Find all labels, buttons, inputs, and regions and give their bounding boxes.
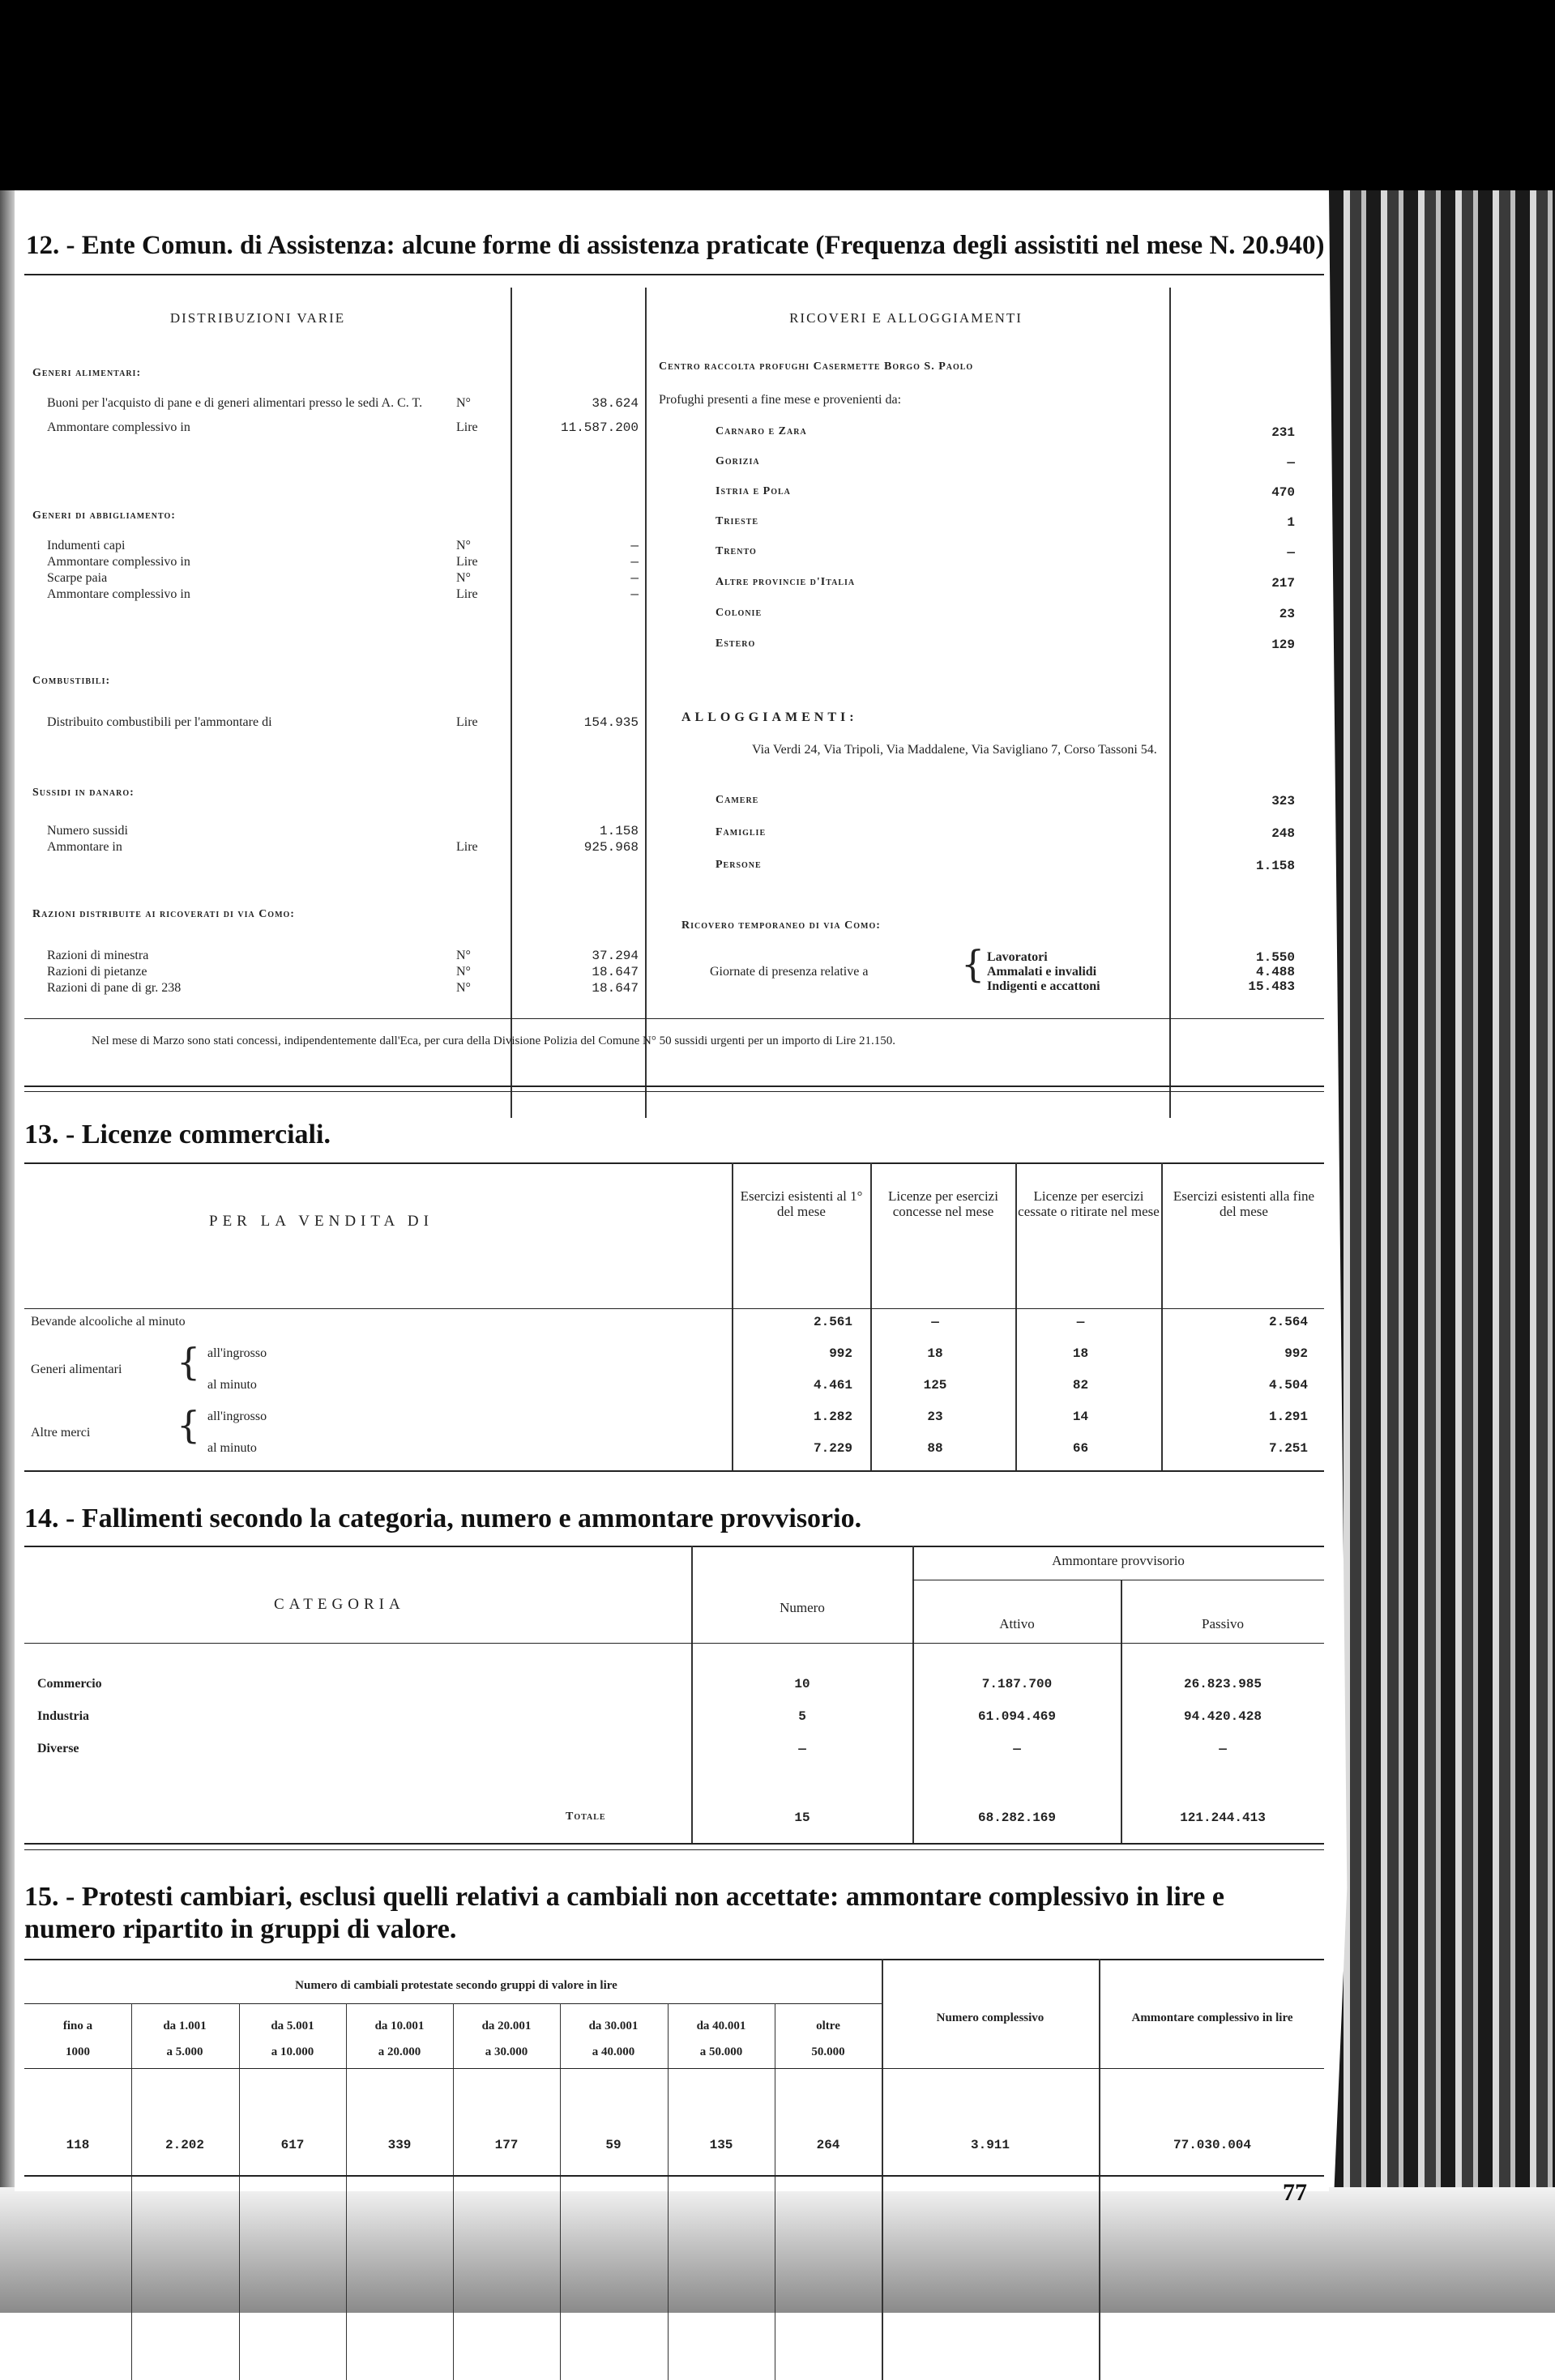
licenze-cell: 1.282	[813, 1410, 852, 1424]
licenze-cell: 1.291	[1268, 1410, 1308, 1424]
distribution-unit: Lire	[456, 715, 478, 729]
column-divider	[645, 288, 647, 1118]
provenienza-value: 231	[1271, 425, 1295, 440]
col-numero: Numero	[780, 1600, 825, 1615]
fallimenti-numero: —	[798, 1742, 806, 1756]
licenze-cell: 7.229	[813, 1441, 852, 1456]
fallimenti-category: Commercio	[37, 1677, 102, 1691]
column-divider	[668, 2003, 669, 2380]
licenze-cell: 14	[1072, 1410, 1089, 1424]
distribution-label: Scarpe paia	[47, 571, 108, 585]
distribution-value: 154.935	[583, 715, 639, 730]
distribution-unit: Lire	[456, 420, 478, 434]
licenze-cell: 125	[923, 1378, 947, 1393]
col-passivo: Passivo	[1202, 1616, 1244, 1631]
protesti-group-range-from: da 40.001	[696, 2020, 746, 2032]
col-ammontare-provvisorio: Ammontare provvisorio	[1052, 1553, 1185, 1568]
section-14-title: 14. - Fallimenti secondo la categoria, numero e ammontare provvisorio.	[24, 1503, 862, 1533]
ricovero-label: Giornate di presenza relative a	[710, 965, 869, 979]
licenze-cell: —	[1076, 1315, 1085, 1329]
col-ammontare-complessivo: Ammontare complessivo in lire	[1131, 2011, 1293, 2024]
distribution-unit: N°	[456, 965, 471, 979]
divider	[24, 1470, 1324, 1472]
protesti-group-value: 177	[494, 2138, 519, 2152]
distribution-unit: N°	[456, 571, 471, 585]
divider	[24, 1849, 1324, 1850]
distribution-value: 11.587.200	[560, 420, 639, 435]
distribution-unit: N°	[456, 949, 471, 962]
provenienza-value: —	[1287, 545, 1295, 560]
provenienza-value: 217	[1271, 576, 1295, 591]
fallimenti-attivo: 7.187.700	[981, 1677, 1053, 1691]
protesti-group-value: 135	[709, 2138, 733, 2152]
licenze-row-sub: al minuto	[207, 1441, 257, 1455]
distribution-unit: Lire	[456, 840, 478, 854]
licenze-column-header: Licenze per esercizi concesse nel mese	[888, 1188, 998, 1219]
col-numero-complessivo: Numero complessivo	[936, 2011, 1044, 2024]
provenienza-label: Carnaro e Zara	[716, 425, 807, 437]
distribution-label: Ammontare complessivo in	[47, 420, 190, 434]
protesti-group-range-from: da 5.001	[271, 2020, 314, 2032]
provenienza-value: 1	[1287, 515, 1295, 530]
protesti-group-value: 2.202	[164, 2138, 204, 2152]
fallimenti-category: Industria	[37, 1709, 90, 1723]
profughi-subtitle: Profughi presenti a fine mese e provenienti da:	[659, 393, 902, 407]
column-divider	[1169, 288, 1171, 1118]
protesti-group-range-from: oltre	[816, 2020, 840, 2032]
distribution-value: 18.647	[592, 981, 639, 996]
divider	[24, 1018, 1324, 1019]
ricovero-title: Ricovero temporaneo di via Como:	[681, 919, 881, 932]
section-15-title: 15. - Protesti cambiari, esclusi quelli relativi a cambiali non accettate: ammontare complessivo in lire e numero ripartito in gruppi di valore.	[24, 1882, 1224, 1944]
distribution-value: 18.647	[592, 965, 639, 979]
scan-top-band	[0, 0, 1555, 190]
alloggi-label: Camere	[716, 794, 759, 806]
column-divider	[732, 1162, 733, 1470]
fallimenti-total-attivo: 68.282.169	[977, 1811, 1056, 1825]
protesti-group-value: 617	[280, 2138, 305, 2152]
licenze-cell: 2.561	[813, 1315, 852, 1329]
protesti-group-range-to: a 40.000	[592, 2045, 635, 2058]
section-13-title: 13. - Licenze commerciali.	[24, 1120, 331, 1149]
provenienza-label: Istria e Pola	[716, 485, 791, 497]
licenze-cell: —	[931, 1315, 939, 1329]
protesti-ammontare-complessivo: 77.030.004	[1173, 2138, 1251, 2152]
fallimenti-category: Diverse	[37, 1742, 79, 1755]
licenze-cell: 992	[829, 1346, 852, 1361]
provenienza-label: Trento	[716, 545, 757, 557]
distribution-label: Indumenti capi	[47, 539, 126, 552]
licenze-cell: 4.461	[813, 1378, 852, 1393]
protesti-group-range-to: 50.000	[811, 2045, 845, 2058]
ricovero-row-value: 4.488	[1255, 965, 1295, 979]
licenze-row-sub: all'ingrosso	[207, 1410, 267, 1423]
distribution-unit: N°	[456, 539, 471, 552]
provenienza-label: Colonie	[716, 607, 763, 619]
licenze-cell: 66	[1072, 1441, 1089, 1456]
alloggi-value: 248	[1271, 826, 1295, 841]
distribution-unit: N°	[456, 396, 471, 410]
brace-icon: {	[961, 942, 985, 986]
divider	[24, 1162, 1324, 1164]
fallimenti-attivo: 61.094.469	[977, 1709, 1056, 1724]
distribution-label: Numero sussidi	[47, 824, 128, 838]
divider	[24, 1091, 1324, 1092]
provenienza-label: Trieste	[716, 515, 759, 527]
licenze-cell: 82	[1072, 1378, 1089, 1393]
category-heading: Combustibili:	[32, 675, 111, 687]
page-number: 77	[1283, 2179, 1307, 2206]
licenze-column-header: Licenze per esercizi cessate o ritirate nel mese	[1018, 1188, 1160, 1219]
divider	[24, 1086, 1324, 1087]
alloggi-value: 1.158	[1255, 859, 1295, 873]
column-divider	[511, 288, 512, 1118]
distribution-value: —	[630, 587, 639, 602]
divider	[24, 1546, 1324, 1547]
licenze-cell: 18	[927, 1346, 943, 1361]
column-divider	[346, 2003, 347, 2380]
column-divider	[1121, 1580, 1122, 1843]
licenze-row-group: Generi alimentari	[31, 1363, 122, 1376]
centro-raccolta-title: Centro raccolta profughi Casermette Borgo S. Paolo	[659, 360, 974, 373]
provenienza-label: Altre provincie d'Italia	[716, 576, 856, 588]
ricovero-row-label: Ammalati e invalidi	[987, 965, 1097, 979]
divider	[24, 1643, 1324, 1644]
protesti-group-range-from: da 1.001	[163, 2020, 207, 2032]
protesti-group-header: Numero di cambiali protestate secondo gruppi di valore in lire	[295, 1979, 617, 1992]
licenze-row-group: Bevande alcooliche al minuto	[31, 1315, 186, 1329]
col-per-la-vendita: PER LA VENDITA DI	[209, 1213, 434, 1230]
distribution-label: Razioni di pane di gr. 238	[47, 981, 182, 995]
category-heading: Generi di abbigliamento:	[32, 510, 176, 522]
alloggi-value: 323	[1271, 794, 1295, 808]
ricovero-row-label: Indigenti e accattoni	[987, 979, 1100, 993]
brace-icon: {	[177, 1403, 201, 1447]
fallimenti-passivo: —	[1219, 1742, 1227, 1756]
fallimenti-passivo: 94.420.428	[1183, 1709, 1262, 1724]
column-divider	[131, 2003, 132, 2380]
fallimenti-attivo: —	[1013, 1742, 1021, 1756]
divider	[24, 2175, 1324, 2177]
protesti-group-range-from: da 30.001	[588, 2020, 639, 2032]
category-heading: Sussidi in danaro:	[32, 787, 135, 799]
distribution-value: 925.968	[583, 840, 639, 855]
distribution-label: Ammontare complessivo in	[47, 555, 190, 569]
scan-right-page-edges	[1329, 190, 1555, 2313]
distribution-label: Buoni per l'acquisto di pane e di generi alimentari presso le sedi A. C. T.	[47, 396, 423, 410]
distribution-value: —	[630, 555, 639, 569]
alloggiamenti-title: ALLOGGIAMENTI:	[681, 710, 858, 724]
protesti-group-range-from: fino a	[62, 2020, 93, 2032]
scan-bottom-shadow	[0, 2187, 1555, 2313]
scan-left-shadow	[0, 190, 15, 2313]
protesti-numero-complessivo: 3.911	[970, 2138, 1010, 2152]
protesti-group-range-to: a 50.000	[699, 2045, 743, 2058]
right-column-header: RICOVERI E ALLOGGIAMENTI	[789, 310, 1023, 326]
provenienza-label: Gorizia	[716, 455, 760, 467]
provenienza-value: 129	[1271, 638, 1295, 652]
section-12-note: Nel mese di Marzo sono stati concessi, indipendentemente dall'Eca, per cura della Divisione Polizia del Comune N° 50 sussidi urgenti per un importo di Lire 21.150.	[92, 1034, 895, 1047]
licenze-column-header: Esercizi esistenti al 1° del mese	[740, 1188, 863, 1219]
licenze-cell: 2.564	[1268, 1315, 1308, 1329]
fallimenti-numero: 10	[794, 1677, 810, 1691]
fallimenti-passivo: 26.823.985	[1183, 1677, 1262, 1691]
category-heading: Generi alimentari:	[32, 367, 142, 379]
column-divider	[912, 1546, 914, 1843]
distribution-label: Razioni di minestra	[47, 949, 149, 962]
protesti-group-range-from: da 20.001	[481, 2020, 532, 2032]
licenze-cell: 7.251	[1268, 1441, 1308, 1456]
distribution-label: Distribuito combustibili per l'ammontare di	[47, 715, 272, 729]
col-categoria: CATEGORIA	[274, 1596, 405, 1613]
licenze-row-group: Altre merci	[31, 1426, 91, 1440]
alloggiamenti-address: Via Verdi 24, Via Tripoli, Via Maddalene, Via Savigliano 7, Corso Tassoni 54.	[752, 743, 1157, 757]
fallimenti-numero: 5	[798, 1709, 806, 1724]
protesti-group-range-to: a 20.000	[378, 2045, 421, 2058]
protesti-group-range-to: a 30.000	[485, 2045, 528, 2058]
distribution-unit: N°	[456, 981, 471, 995]
licenze-cell: 88	[927, 1441, 943, 1456]
section-12-title: 12. - Ente Comun. di Assistenza: alcune forme di assistenza praticate (Frequenza degli assistiti nel mese N. 20.940)	[26, 231, 1325, 260]
protesti-group-value: 118	[66, 2138, 90, 2152]
left-column-header: DISTRIBUZIONI VARIE	[169, 310, 346, 326]
protesti-group-range-from: da 10.001	[374, 2020, 425, 2032]
divider	[24, 2068, 1324, 2069]
divider	[24, 1959, 1324, 1960]
protesti-group-range-to: a 10.000	[271, 2045, 314, 2058]
fallimenti-total-label: Totale	[566, 1811, 606, 1823]
column-divider	[239, 2003, 240, 2380]
licenze-row-sub: al minuto	[207, 1378, 257, 1392]
licenze-cell: 992	[1284, 1346, 1308, 1361]
protesti-group-value: 264	[816, 2138, 840, 2152]
distribution-unit: Lire	[456, 587, 478, 601]
licenze-row-sub: all'ingrosso	[207, 1346, 267, 1360]
fallimenti-total-numero: 15	[794, 1811, 810, 1825]
licenze-cell: 23	[927, 1410, 943, 1424]
fallimenti-total-passivo: 121.244.413	[1180, 1811, 1266, 1825]
column-divider	[1161, 1162, 1163, 1470]
licenze-cell: 4.504	[1268, 1378, 1308, 1393]
provenienza-value: 470	[1271, 485, 1295, 500]
divider	[24, 1308, 1324, 1309]
distribution-label: Razioni di pietanze	[47, 965, 147, 979]
provenienza-value: —	[1287, 455, 1295, 470]
protesti-group-value: 339	[387, 2138, 412, 2152]
distribution-value: —	[630, 571, 639, 586]
protesti-group-value: 59	[605, 2138, 622, 2152]
distribution-label: Ammontare complessivo in	[47, 587, 190, 601]
protesti-group-range-to: a 5.000	[166, 2045, 203, 2058]
ricovero-row-value: 1.550	[1255, 950, 1295, 965]
ricovero-row-label: Lavoratori	[987, 950, 1048, 964]
divider	[24, 274, 1324, 275]
distribution-value: 1.158	[599, 824, 639, 838]
alloggi-label: Persone	[716, 859, 762, 871]
column-divider	[870, 1162, 872, 1470]
column-divider	[1015, 1162, 1017, 1470]
ricovero-row-value: 15.483	[1248, 979, 1295, 994]
brace-icon: {	[177, 1340, 201, 1384]
provenienza-label: Estero	[716, 638, 756, 650]
alloggi-label: Famiglie	[716, 826, 767, 838]
licenze-column-header: Esercizi esistenti alla fine del mese	[1173, 1188, 1315, 1219]
col-attivo: Attivo	[999, 1616, 1035, 1631]
document-page	[15, 190, 1329, 2191]
column-divider	[691, 1546, 693, 1843]
distribution-value: 37.294	[592, 949, 639, 963]
divider	[24, 1843, 1324, 1845]
distribution-value: 38.624	[592, 396, 639, 411]
column-divider	[560, 2003, 561, 2380]
licenze-cell: 18	[1072, 1346, 1089, 1361]
distribution-unit: Lire	[456, 555, 478, 569]
column-divider	[453, 2003, 454, 2380]
distribution-label: Ammontare in	[47, 840, 122, 854]
provenienza-value: 23	[1279, 607, 1295, 621]
protesti-group-range-to: 1000	[66, 2045, 90, 2058]
category-heading: Razioni distribuite ai ricoverati di via Como:	[32, 908, 295, 920]
distribution-value: —	[630, 539, 639, 553]
